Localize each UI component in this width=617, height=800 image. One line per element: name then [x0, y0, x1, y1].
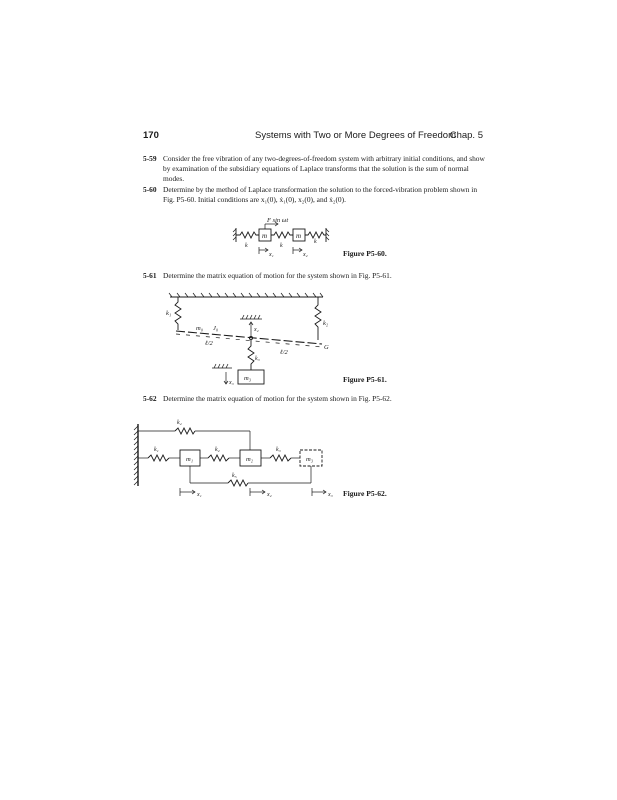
x2-label: x₂: [303, 252, 308, 258]
g-label: G: [324, 344, 329, 351]
x2-label: x₂: [267, 492, 272, 498]
k1-label: k₁: [166, 310, 172, 317]
k3-label: k₃: [276, 447, 281, 453]
problem-text: Determine the matrix equation of motion for the system shown in Fig. P5-62.: [163, 394, 392, 403]
k2-label: k₂: [215, 447, 220, 453]
problem-text: Determine the matrix equation of motion for the system shown in Fig. P5-61.: [163, 271, 392, 280]
chapter-label: Chap. 5: [449, 130, 483, 141]
x1-label: x₁: [197, 492, 202, 498]
spring-k-1: k: [245, 243, 248, 249]
page-number: 170: [143, 130, 159, 141]
m2-label: m₂: [246, 456, 253, 463]
spring-k-2: k: [280, 243, 283, 249]
figure-caption-p5-60: Figure P5-60.: [343, 249, 387, 258]
m1-label: m₁: [186, 456, 193, 463]
k4-label: k₄: [177, 420, 182, 426]
x1-label: x₁: [269, 252, 274, 258]
length-left-label: ℓ/2: [205, 340, 213, 347]
problem-text: Consider the free vibration of any two-degrees-of-freedom system with arbitrary initial conditions, and show by examination of the subsidiary equations of Laplace transforms that the solution is the sum of normal modes.: [163, 154, 485, 184]
j0-label: J₀: [213, 325, 219, 332]
problem-number: 5-59: [143, 154, 157, 163]
x2-label: x₂: [254, 327, 259, 333]
running-title: Systems with Two or More Degrees of Freedom: [255, 130, 456, 141]
k1-label: k₁: [154, 447, 159, 453]
problem-text: Determine by the method of Laplace transformation the solution to the forced-vibration problem shown in Fig. P5-60. Initial conditions are x₁(0), ẋ₁(0), x₂(0), and ẋ₂(0).: [163, 185, 478, 205]
mass-1-label: m: [262, 232, 268, 240]
k2-label: k₂: [323, 320, 329, 327]
x3-label: x₃: [229, 380, 234, 386]
spring-k-3: k: [314, 239, 317, 245]
figure-caption-p5-61: Figure P5-61.: [343, 375, 387, 384]
problem-number: 5-62: [143, 394, 157, 403]
mass-2-label: m: [296, 232, 302, 240]
problem-number: 5-61: [143, 271, 157, 280]
m3-label: m₃: [244, 375, 251, 382]
length-right-label: ℓ/2: [280, 349, 288, 356]
force-label: F sin ωt: [267, 217, 289, 224]
x3-label: x₃: [328, 492, 333, 498]
k3-label: k₃: [255, 356, 260, 362]
m0-label: m₀: [196, 325, 203, 332]
k5-label: k₅: [232, 473, 237, 479]
problem-number: 5-60: [143, 185, 157, 194]
m3-label: m₃: [306, 456, 313, 463]
figure-caption-p5-62: Figure P5-62.: [343, 489, 387, 498]
